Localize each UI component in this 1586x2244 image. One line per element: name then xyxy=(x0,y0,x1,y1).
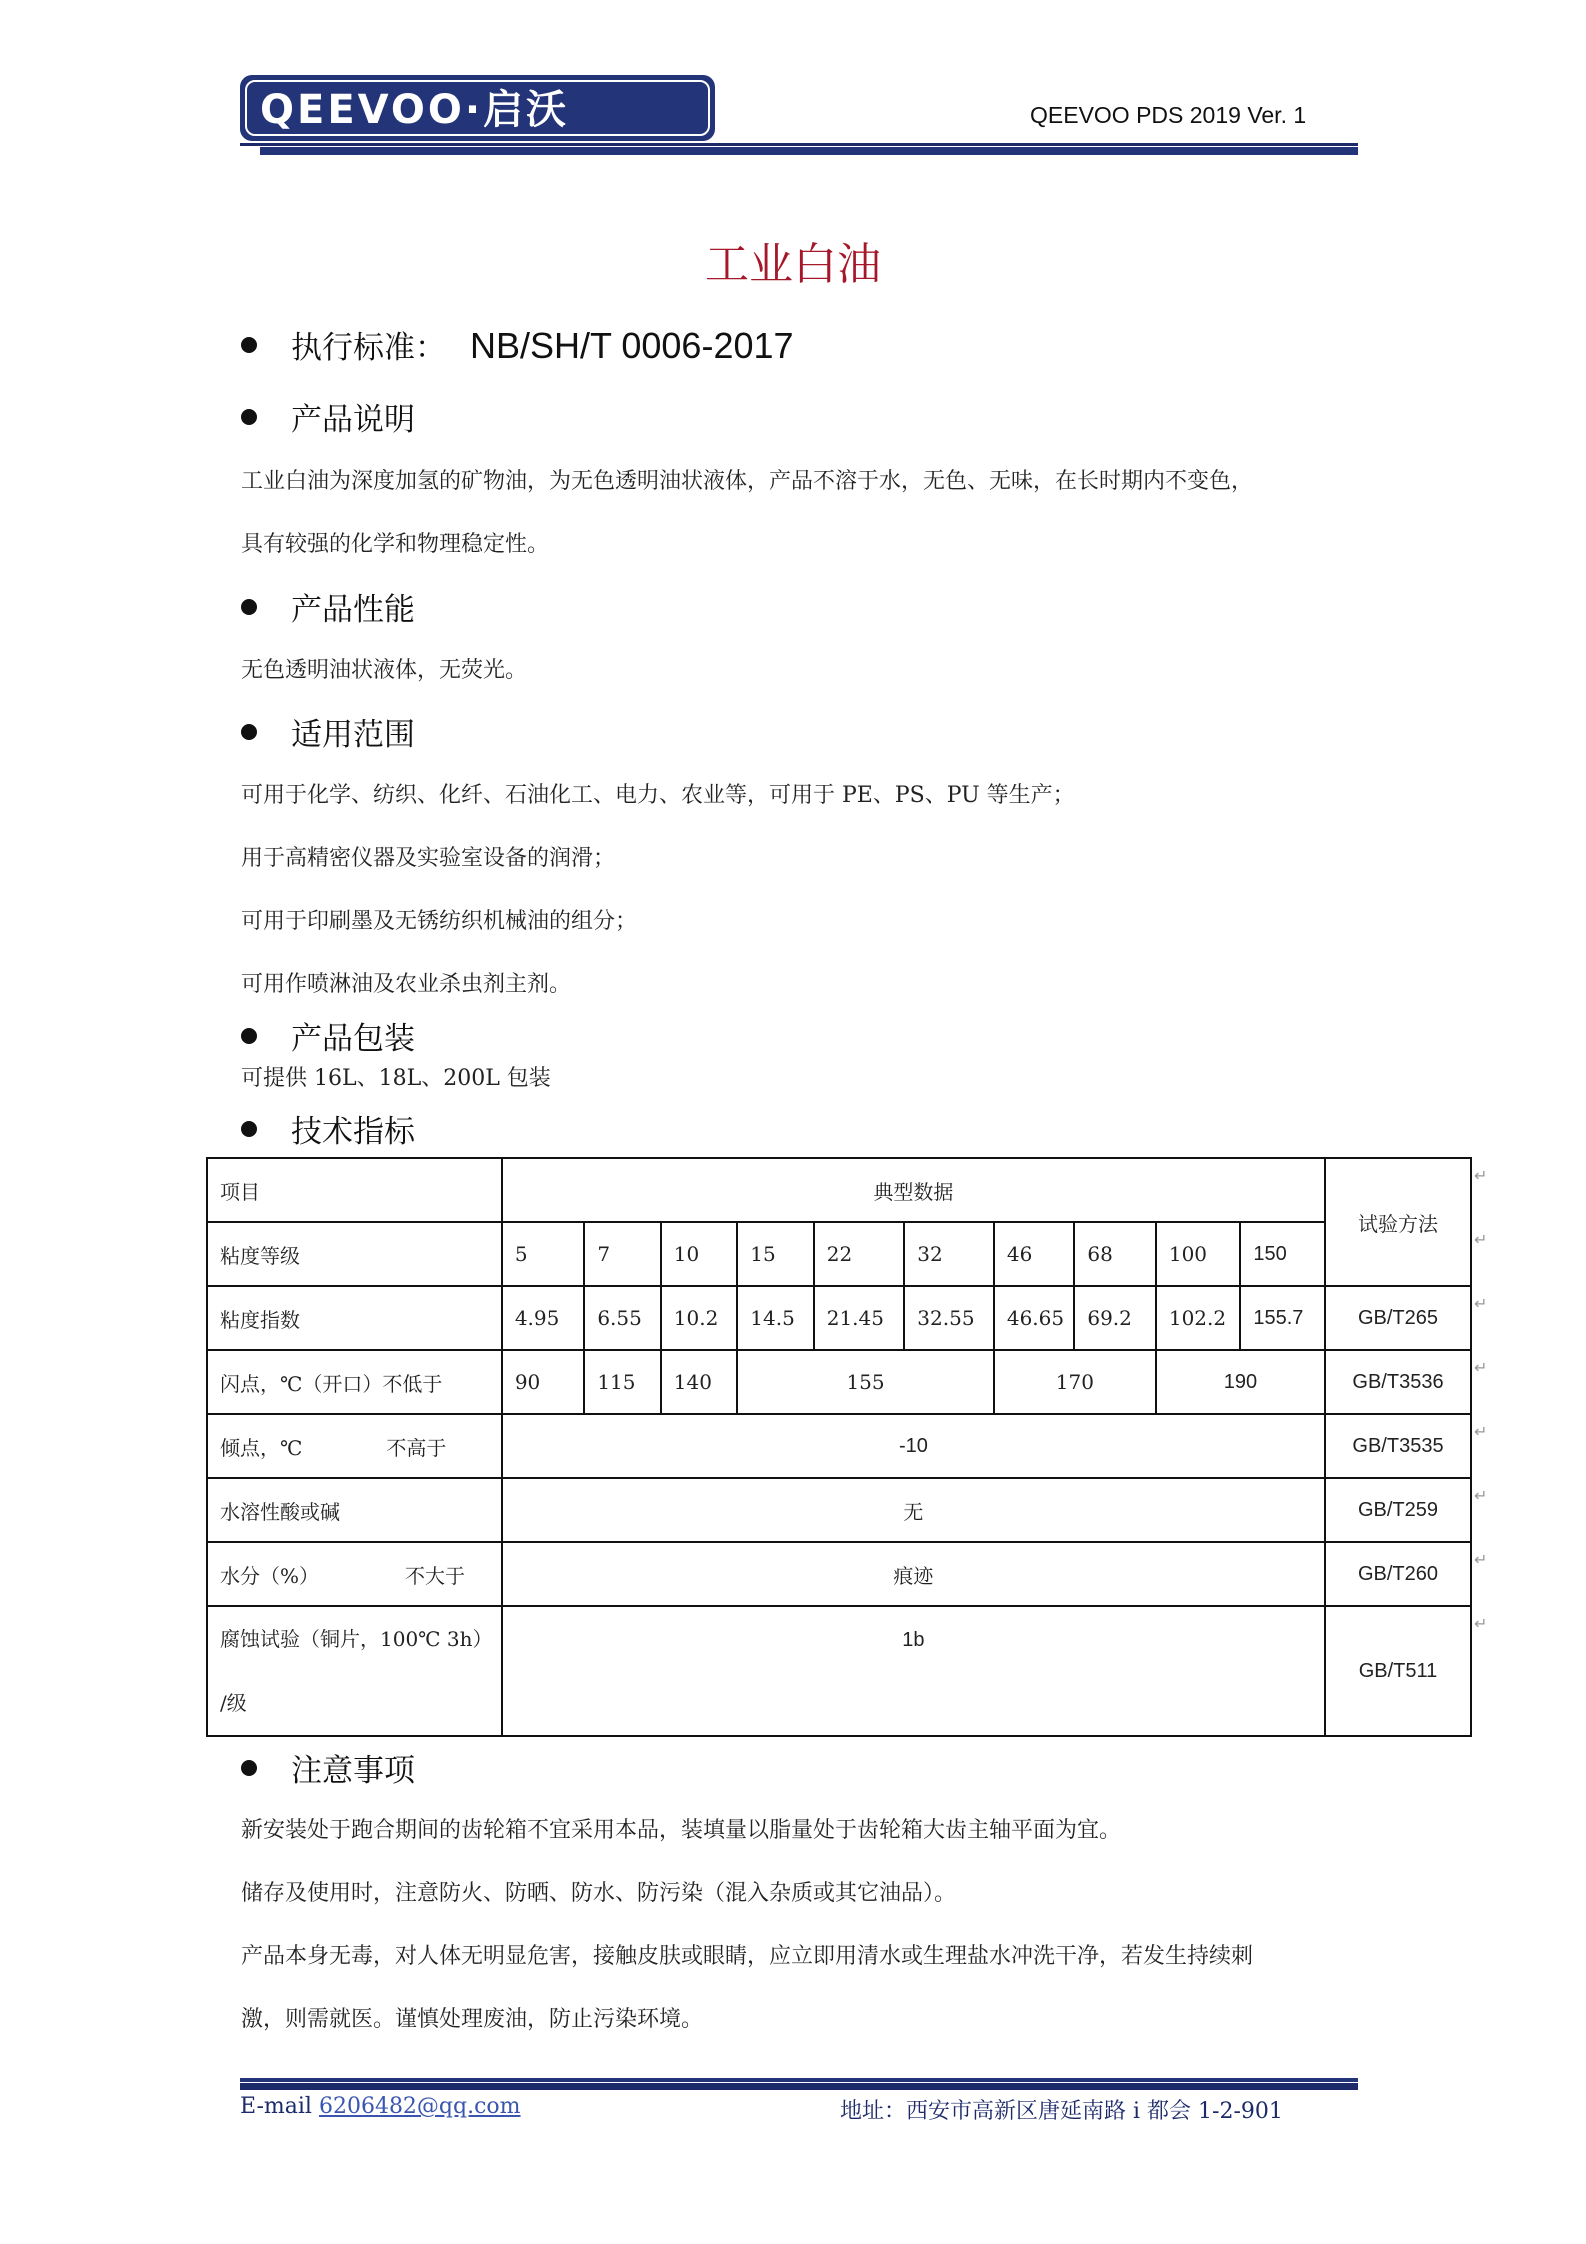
moisture-label-cell xyxy=(207,1542,502,1606)
performance-heading-text: 产品性能 xyxy=(291,592,415,628)
flash-point-value: 190 xyxy=(1156,1350,1325,1414)
viscosity-grade-value: 22 xyxy=(814,1222,905,1286)
moisture-value: 痕迹 xyxy=(502,1542,1325,1606)
table-row-viscosity-index xyxy=(207,1286,1471,1350)
description-line-1: 工业白油为深度加氢的矿物油，为无色透明油状液体，产品不溶于水，无色、无味，在长时期内不变色， xyxy=(241,469,1254,494)
pour-point-qualifier: 不高于 xyxy=(386,1435,447,1460)
viscosity-index-value: 69.2 xyxy=(1074,1286,1156,1350)
flash-point-value: 115 xyxy=(584,1350,660,1414)
table-row-pour-point xyxy=(207,1414,1471,1478)
viscosity-grade-value: 100 xyxy=(1156,1222,1241,1286)
header-method-cell: 试验方法 xyxy=(1325,1158,1471,1286)
viscosity-index-value: 102.2 xyxy=(1156,1286,1241,1350)
logo-text: QEEVOO·启沃 xyxy=(260,87,570,133)
corrosion-label-cell xyxy=(207,1606,502,1736)
standard-heading xyxy=(241,322,794,367)
description-heading xyxy=(241,394,415,439)
footer-divider xyxy=(240,2078,1358,2082)
viscosity-grade-value: 68 xyxy=(1074,1222,1156,1286)
return-mark-icon: ↵ xyxy=(1474,1422,1488,1441)
application-line-2: 用于高精密仪器及实验室设备的润滑； xyxy=(241,846,616,871)
packaging-heading-text: 产品包装 xyxy=(291,1021,415,1057)
company-logo xyxy=(240,75,715,141)
water-soluble-value: 无 xyxy=(502,1478,1325,1542)
bullet-icon xyxy=(241,1028,257,1044)
flash-point-value: 90 xyxy=(502,1350,585,1414)
notes-line-2: 储存及使用时，注意防火、防晒、防水、防污染（混入杂质或其它油品）。 xyxy=(241,1881,957,1906)
application-line-4: 可用作喷淋油及农业杀虫剂主剂。 xyxy=(241,972,572,997)
performance-heading xyxy=(241,584,415,629)
header-divider xyxy=(240,143,1358,146)
return-mark-icon: ↵ xyxy=(1474,1166,1488,1185)
notes-line-4: 激，则需就医。谨慎处理废油，防止污染环境。 xyxy=(241,2007,704,2032)
corrosion-label-line-2: /级 xyxy=(220,1691,247,1715)
viscosity-grade-value: 32 xyxy=(904,1222,994,1286)
bullet-icon xyxy=(241,1760,257,1776)
bullet-icon xyxy=(241,724,257,740)
flash-point-value: 170 xyxy=(994,1350,1156,1414)
bullet-icon xyxy=(241,337,257,353)
header-item-cell: 项目 xyxy=(207,1158,502,1222)
standard-code: NB/SH/T 0006-2017 xyxy=(470,325,794,366)
footer-divider-shadow xyxy=(240,2083,1358,2090)
application-heading-text: 适用范围 xyxy=(291,717,415,753)
application-line-3: 可用于印刷墨及无锈纺织机械油的组分； xyxy=(241,909,638,934)
header-typical-cell: 典型数据 xyxy=(502,1158,1325,1222)
table-row-header xyxy=(207,1158,1471,1222)
specs-heading xyxy=(241,1106,415,1151)
specs-heading-text: 技术指标 xyxy=(291,1114,415,1150)
viscosity-grade-value: 10 xyxy=(661,1222,737,1286)
viscosity-grade-label: 粘度等级 xyxy=(207,1222,502,1286)
bullet-icon xyxy=(241,1121,257,1137)
notes-heading xyxy=(241,1745,415,1790)
bullet-icon xyxy=(241,409,257,425)
notes-heading-text: 注意事项 xyxy=(291,1753,415,1789)
viscosity-index-value: 6.55 xyxy=(584,1286,660,1350)
viscosity-grade-value: 7 xyxy=(584,1222,660,1286)
viscosity-index-method: GB/T265 xyxy=(1325,1286,1471,1350)
viscosity-index-value: 21.45 xyxy=(814,1286,905,1350)
corrosion-method: GB/T511 xyxy=(1325,1606,1471,1736)
viscosity-index-value: 10.2 xyxy=(661,1286,737,1350)
viscosity-grade-value: 150 xyxy=(1240,1222,1325,1286)
table-row-water-soluble xyxy=(207,1478,1471,1542)
pour-point-method: GB/T3535 xyxy=(1325,1414,1471,1478)
email-label: E-mail xyxy=(240,2094,319,2119)
viscosity-index-value: 46.65 xyxy=(994,1286,1075,1350)
return-mark-icon: ↵ xyxy=(1474,1230,1488,1249)
header-divider-shadow xyxy=(260,147,1358,155)
viscosity-index-value: 14.5 xyxy=(737,1286,813,1350)
return-mark-icon: ↵ xyxy=(1474,1550,1488,1569)
footer-email xyxy=(240,2094,521,2119)
flash-point-value: 155 xyxy=(737,1350,994,1414)
viscosity-index-value: 32.55 xyxy=(904,1286,994,1350)
table-row-viscosity-grade xyxy=(207,1222,1471,1286)
notes-line-1: 新安装处于跑合期间的齿轮箱不宜采用本品，装填量以脂量处于齿轮箱大齿主轴平面为宜。 xyxy=(241,1818,1122,1843)
table-row-moisture xyxy=(207,1542,1471,1606)
viscosity-index-label: 粘度指数 xyxy=(207,1286,502,1350)
pour-point-value: -10 xyxy=(502,1414,1325,1478)
return-mark-icon: ↵ xyxy=(1474,1486,1488,1505)
viscosity-grade-value: 46 xyxy=(994,1222,1075,1286)
pour-point-label: 倾点，℃ xyxy=(220,1435,303,1460)
packaging-heading xyxy=(241,1013,415,1058)
moisture-method: GB/T260 xyxy=(1325,1542,1471,1606)
corrosion-value: 1b xyxy=(502,1606,1325,1736)
viscosity-grade-value: 5 xyxy=(502,1222,585,1286)
water-soluble-method: GB/T259 xyxy=(1325,1478,1471,1542)
page-title: 工业白油 xyxy=(705,239,881,290)
standard-label: 执行标准： xyxy=(291,330,446,366)
viscosity-grade-value: 15 xyxy=(737,1222,813,1286)
application-line-1: 可用于化学、纺织、化纤、石油化工、电力、农业等，可用于 PE、PS、PU 等生产； xyxy=(241,783,1075,808)
viscosity-index-value: 4.95 xyxy=(502,1286,585,1350)
table-row-flash-point xyxy=(207,1350,1471,1414)
bullet-icon xyxy=(241,599,257,615)
flash-point-method: GB/T3536 xyxy=(1325,1350,1471,1414)
moisture-label: 水分（%） xyxy=(220,1563,320,1588)
viscosity-index-value: 155.7 xyxy=(1240,1286,1325,1350)
performance-line-1: 无色透明油状液体，无荧光。 xyxy=(241,658,528,683)
moisture-qualifier: 不大于 xyxy=(405,1563,466,1588)
packaging-line-1: 可提供 16L、18L、200L 包装 xyxy=(241,1066,551,1091)
document-reference: QEEVOO PDS 2019 Ver. 1 xyxy=(1030,102,1307,128)
description-heading-text: 产品说明 xyxy=(291,402,415,438)
flash-point-value: 140 xyxy=(661,1350,737,1414)
spec-table xyxy=(206,1157,1472,1735)
water-soluble-label: 水溶性酸或碱 xyxy=(207,1478,502,1542)
notes-line-3: 产品本身无毒，对人体无明显危害，接触皮肤或眼睛，应立即用清水或生理盐水冲洗干净，若发生持续刺 xyxy=(241,1944,1254,1969)
logo-graphic xyxy=(240,75,715,141)
application-heading xyxy=(241,709,415,754)
footer-address: 地址：西安市高新区唐延南路 i 都会 1-2-901 xyxy=(840,2099,1283,2124)
flash-point-label: 闪点，℃（开口）不低于 xyxy=(207,1350,502,1414)
corrosion-label-line-1: 腐蚀试验（铜片，100℃ 3h） xyxy=(220,1627,493,1651)
table-row-corrosion xyxy=(207,1606,1471,1736)
return-mark-icon: ↵ xyxy=(1474,1294,1488,1313)
return-mark-icon: ↵ xyxy=(1474,1614,1488,1633)
description-line-2: 具有较强的化学和物理稳定性。 xyxy=(241,532,550,557)
pour-point-label-cell xyxy=(207,1414,502,1478)
email-link[interactable]: 6206482@qq.com xyxy=(318,2094,521,2119)
return-mark-icon: ↵ xyxy=(1474,1358,1488,1377)
